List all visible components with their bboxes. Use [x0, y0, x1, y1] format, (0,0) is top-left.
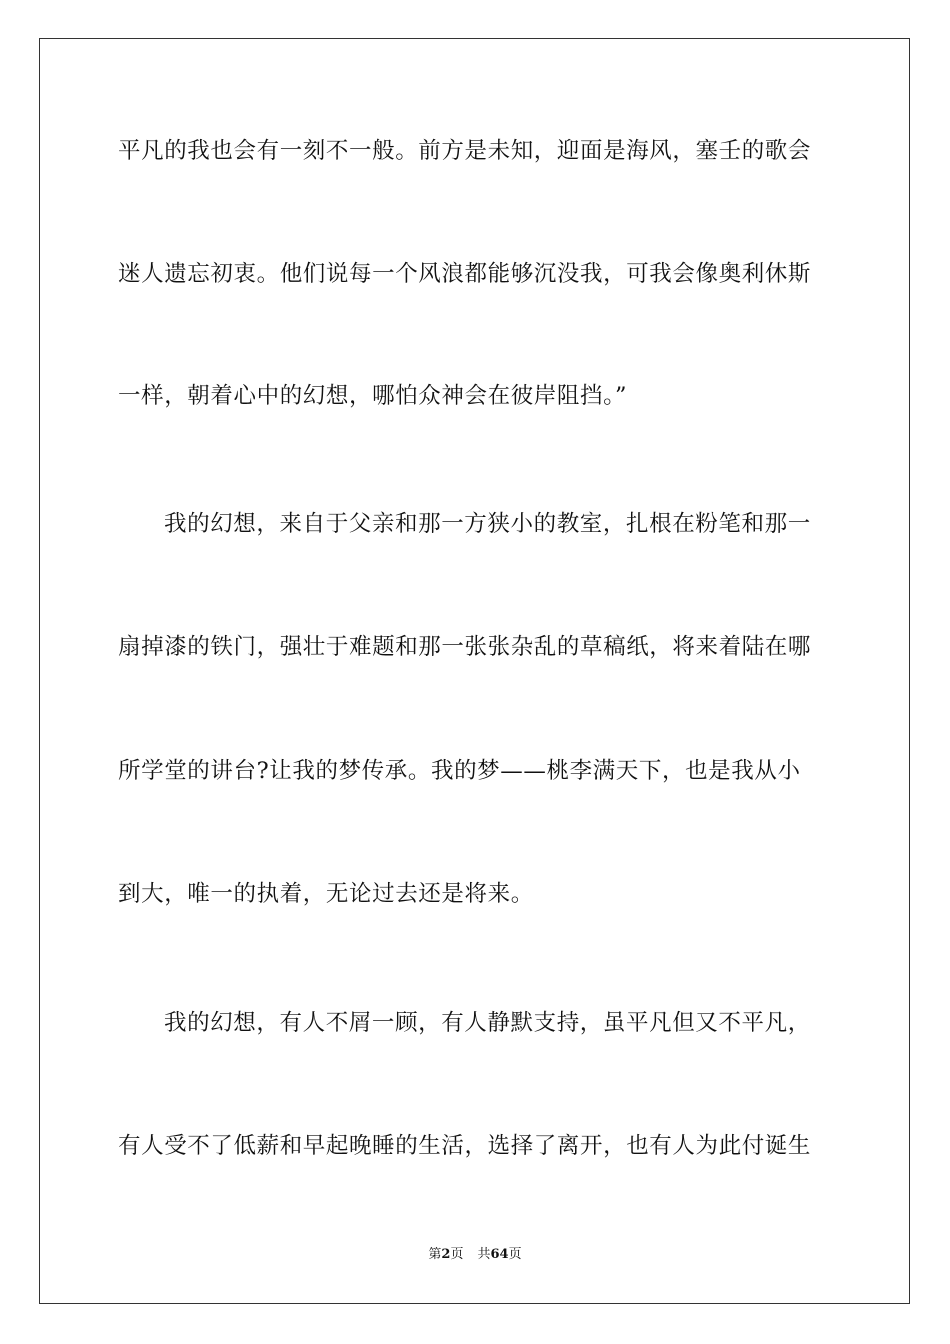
footer-total-prefix: 共	[477, 1247, 491, 1262]
paragraph-line-7: 到大，唯一的执着，无论过去还是将来。	[118, 881, 534, 907]
paragraph-line-5: 扇掉漆的铁门，强壮于难题和那一张张杂乱的草稿纸，将来着陆在哪	[118, 634, 812, 660]
paragraph-line-9: 有人受不了低薪和早起晚睡的生活，选择了离开，也有人为此付诞生	[118, 1133, 812, 1159]
footer-total-pages: 64	[490, 1247, 509, 1262]
page-footer	[0, 1246, 950, 1264]
paragraph-line-1: 平凡的我也会有一刻不一般。前方是未知，迎面是海风，塞壬的歌会	[118, 138, 812, 164]
footer-page-prefix: 第	[428, 1247, 442, 1262]
paragraph-line-2: 迷人遗忘初衷。他们说每一个风浪都能够沉没我，可我会像奥利休斯	[118, 261, 812, 287]
footer-page-suffix: 页	[450, 1247, 464, 1262]
paragraph-line-8: 我的幻想，有人不屑一顾，有人静默支持，虽平凡但又不平凡，	[164, 1010, 811, 1036]
footer-page-number: 2	[441, 1247, 451, 1262]
footer-total-suffix: 页	[508, 1247, 522, 1262]
paragraph-line-6: 所学堂的讲台?让我的梦传承。我的梦——桃李满天下，也是我从小	[118, 758, 801, 784]
page-border	[39, 38, 910, 1304]
paragraph-line-3: 一样，朝着心中的幻想，哪怕众神会在彼岸阻挡。”	[118, 383, 628, 409]
paragraph-line-4: 我的幻想，来自于父亲和那一方狭小的教室，扎根在粉笔和那一	[164, 511, 811, 537]
